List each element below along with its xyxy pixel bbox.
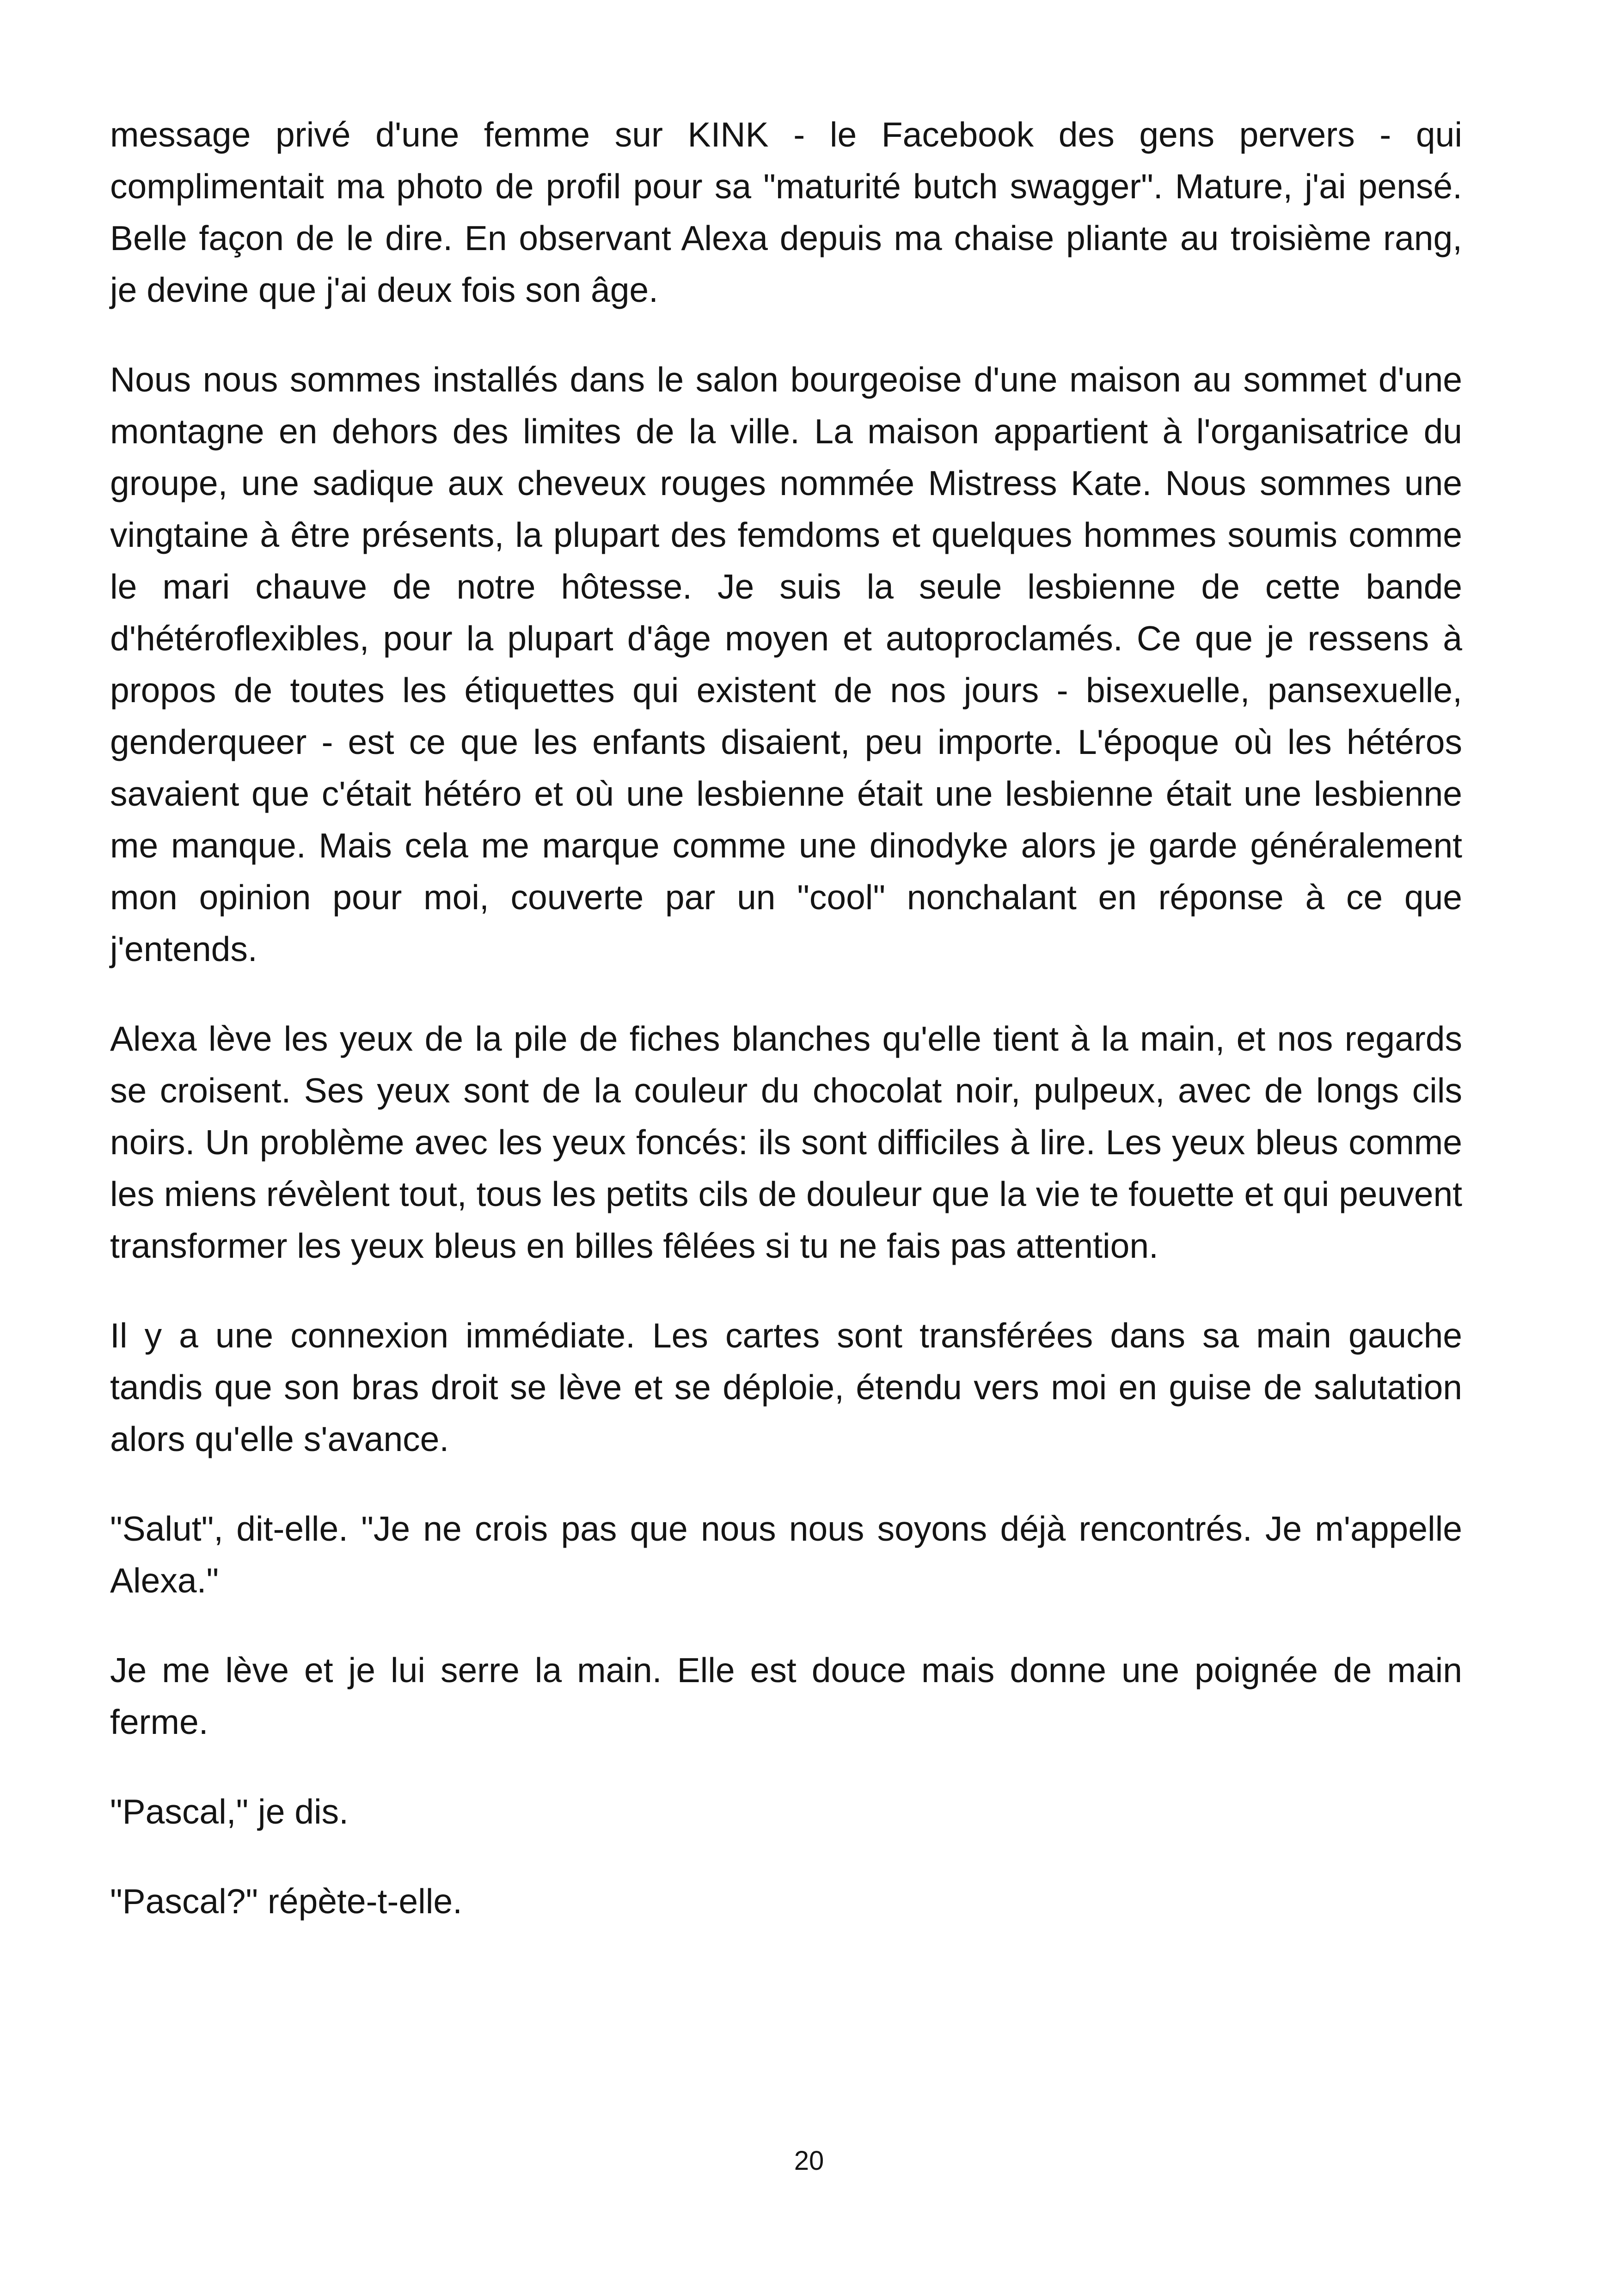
body-text — [110, 109, 1462, 1965]
paragraph-6: Je me lève et je lui serre la main. Elle est douce mais donne une poignée de main ferme. — [110, 1651, 1462, 1741]
paragraph-2: Nous nous sommes installés dans le salon bourgeoise d'une maison au sommet d'une montagne en dehors des limites de la ville. La maison appartient à l'organisatrice du groupe, une sadique aux cheveux rouges nommée Mistress Kate. Nous sommes une vingtaine à être présents, la plupart des femdoms et quelques hommes soumis comme le mari chauve de notre hôtesse. Je suis la seule lesbienne de cette bande d'hétéroflexibles, pour la plupart d'âge moyen et autoproclamés. Ce que je ressens à propos de toutes les étiquettes qui existent de nos jours - bisexuelle, pansexuelle, genderqueer - est ce que les enfants disaient, peu importe. L'époque où les hétéros savaient que c'était hétéro et où une lesbienne était une lesbienne était une lesbienne me manque. Mais cela me marque comme une dinodyke alors je garde généralement mon opinion pour moi, couverte par un "cool" nonchalant en réponse à ce que j'entends. — [110, 360, 1462, 968]
paragraph-5: "Salut", dit-elle. "Je ne crois pas que nous nous soyons déjà rencontrés. Je m'appelle Alexa." — [110, 1509, 1462, 1600]
page-number: 20 — [794, 2146, 824, 2176]
paragraph-1: message privé d'une femme sur KINK - le Facebook des gens pervers - qui complimentait ma photo de profil pour sa "maturité butch swagger". Mature, j'ai pensé. Belle façon de le dire. En observant Alexa depuis ma chaise pliante au troisième rang, je devine que j'ai deux fois son âge. — [110, 115, 1462, 309]
paragraph-3: Alexa lève les yeux de la pile de fiches blanches qu'elle tient à la main, et nos regards se croisent. Ses yeux sont de la couleur du chocolat noir, pulpeux, avec de longs cils noirs. Un problème avec les yeux foncés: ils sont difficiles à lire. Les yeux bleus comme les miens révèlent tout, tous les petits cils de douleur que la vie te fouette et qui peuvent transformer les yeux bleus en billes fêlées si tu ne fais pas attention. — [110, 1019, 1462, 1265]
paragraph-8: "Pascal?" répète-t-elle. — [110, 1882, 462, 1921]
paragraph-4: Il y a une connexion immédiate. Les cartes sont transférées dans sa main gauche tandis que son bras droit se lève et se déploie, étendu vers moi en guise de salutation alors qu'elle s'avance. — [110, 1316, 1462, 1458]
paragraph-7: "Pascal," je dis. — [110, 1792, 349, 1831]
